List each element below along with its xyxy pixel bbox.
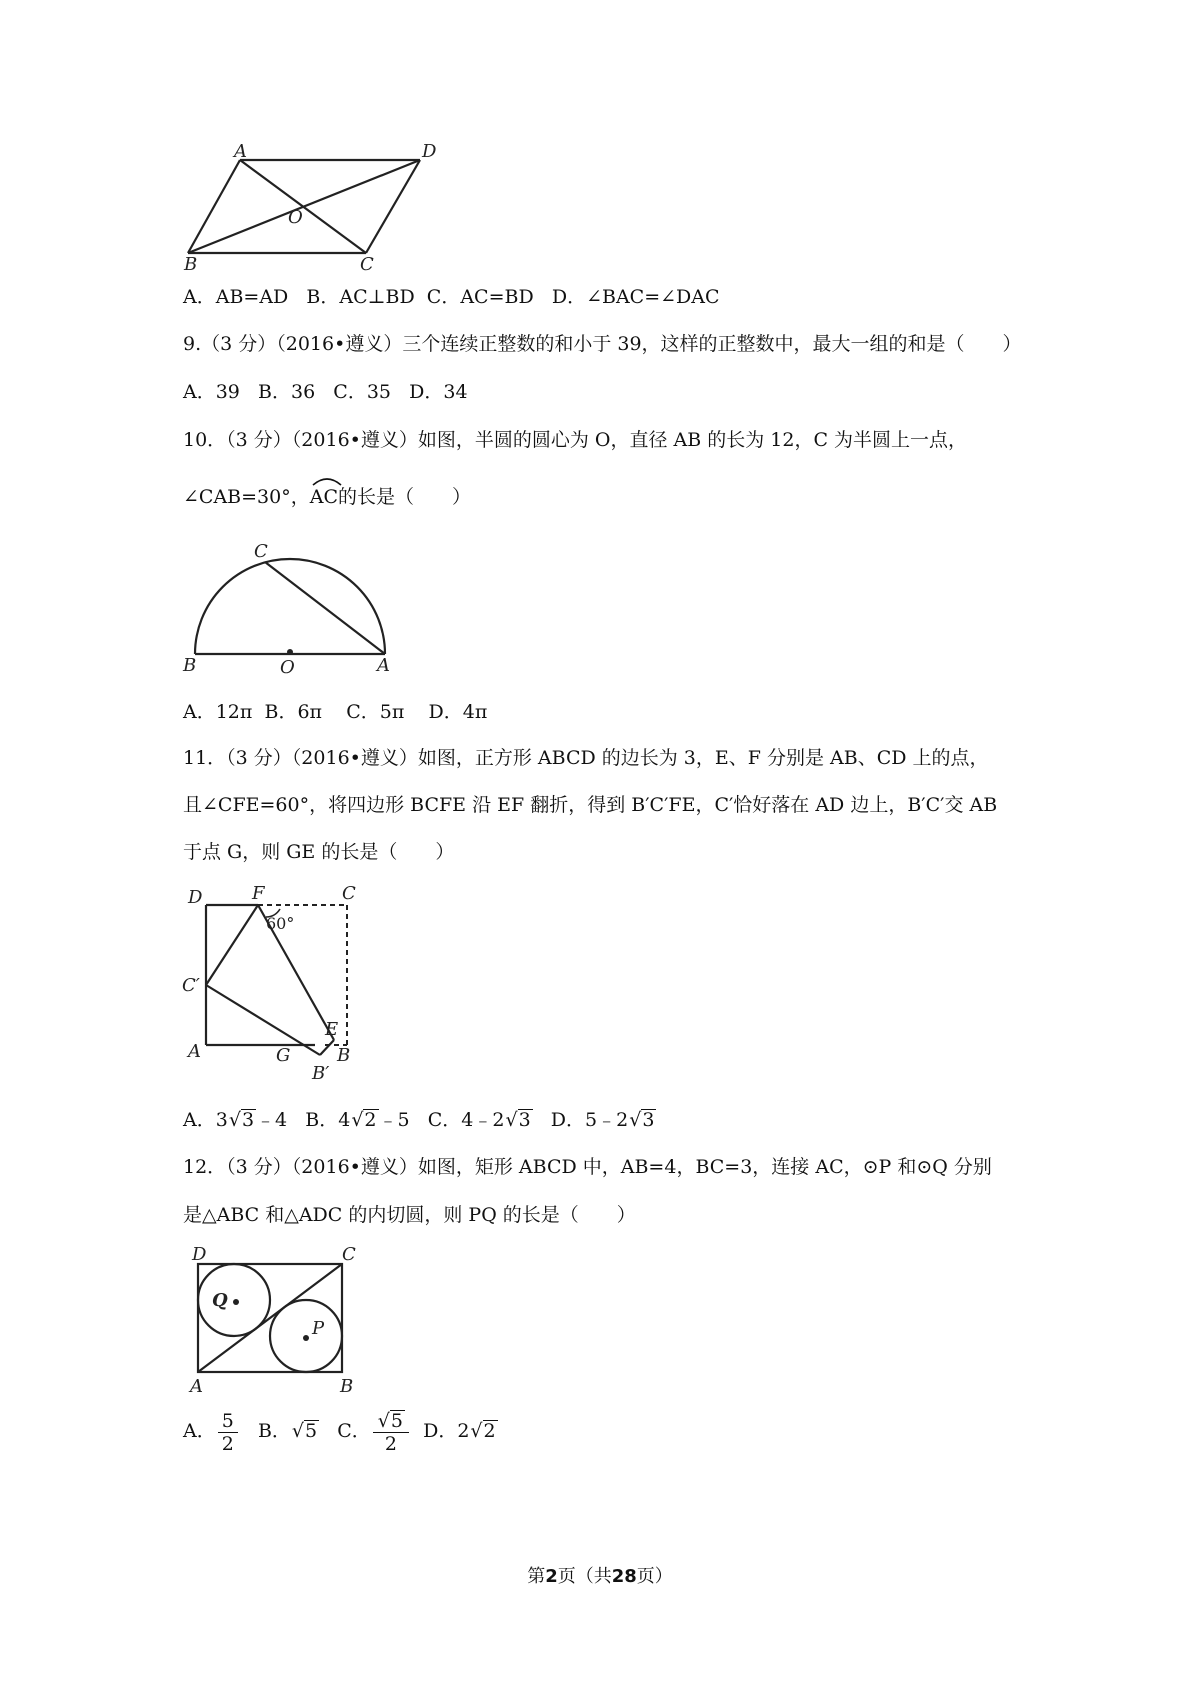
q8-options — [183, 285, 720, 309]
q10-option-d: D．4π — [428, 701, 488, 723]
q12-stem-line2: 是△ABC 和△ADC 的内切圆，则 PQ 的长是（ ） — [183, 1204, 636, 1226]
q10-options — [183, 700, 487, 724]
radical-icon: √ — [629, 1109, 642, 1131]
radical-icon: √ — [505, 1109, 518, 1131]
q10-semicircle-figure — [180, 535, 400, 678]
q10-label-o: O — [280, 657, 295, 678]
q12-label-p: P — [312, 1318, 325, 1339]
q11-label-d: D — [188, 887, 203, 908]
q9-option-b: B．36 — [258, 381, 316, 403]
q10-angle-text: ∠CAB=30°， — [183, 486, 310, 508]
q9-stem: 9.（3 分）（2016•遵义）三个连续正整数的和小于 39，这样的正整数中，最大一组的和是（ ） — [183, 333, 1022, 355]
q11-option-a: A．3√3 ﹣4 — [183, 1109, 288, 1131]
page-total: 28 — [611, 1566, 637, 1587]
page-footer: 第2页（共28页） — [527, 1566, 673, 1587]
radical-icon: √ — [351, 1109, 364, 1131]
q9-option-c: C．35 — [333, 381, 392, 403]
q12-option-b: B．√5 — [257, 1420, 318, 1442]
q12-label-d: D — [192, 1244, 207, 1265]
q9-option-a: A．39 — [183, 381, 240, 403]
q12-options — [183, 1406, 498, 1456]
q12-label-q: Q — [212, 1290, 228, 1311]
q9-options — [183, 380, 468, 404]
q11-label-a: A — [188, 1041, 201, 1062]
q11-option-c: C．4﹣2√3 — [427, 1109, 531, 1131]
q10-arc-name: AC — [309, 486, 339, 508]
q10-option-b: B．6π — [264, 701, 323, 723]
q8-label-a: A — [234, 141, 247, 162]
q11-option-d: D．5﹣2√3 — [550, 1109, 655, 1131]
q10-label-b: B — [183, 655, 197, 676]
q8-label-b: B — [184, 254, 198, 275]
q11-label-g: G — [276, 1045, 291, 1066]
q11-label-c-prime: C′ — [182, 975, 200, 996]
q8-option-b: B．AC⊥BD — [306, 286, 415, 308]
radical-icon: √ — [291, 1420, 305, 1442]
fraction: $\frac{5}{2}$ — [218, 1410, 238, 1455]
q11-label-f: F — [252, 883, 265, 904]
q11-label-angle: 60° — [266, 914, 295, 933]
q12-rectangle-incircles-figure — [180, 1244, 380, 1400]
q10-label-c: C — [254, 541, 268, 562]
q8-option-d: D．∠BAC=∠DAC — [551, 286, 720, 308]
radical-icon: √ — [228, 1109, 241, 1131]
q10-option-c: C．5π — [346, 701, 405, 723]
q11-option-b: B．4√2 ﹣5 — [305, 1109, 410, 1131]
q8-label-d: D — [422, 141, 437, 162]
q11-label-b-prime: B′ — [312, 1063, 330, 1084]
q10-label-a: A — [377, 655, 390, 676]
q12-label-b: B — [340, 1376, 354, 1397]
q11-label-b: B — [337, 1045, 351, 1066]
radical-icon: √ — [470, 1420, 483, 1442]
page-number: 2 — [545, 1566, 558, 1587]
q11-label-c: C — [342, 883, 356, 904]
radical-icon: √ — [377, 1409, 390, 1432]
q11-stem-line1: 11．（3 分）（2016•遵义）如图，正方形 ABCD 的边长为 3，E、F 分别是 AB、CD 上的点， — [183, 747, 989, 769]
q10-stem-suffix: 的长是（ ） — [338, 486, 472, 508]
arc-symbol-icon — [312, 476, 342, 486]
q12-option-a: A． $\frac{5}{2}$ — [183, 1406, 240, 1456]
q8-option-a: A．AB=AD — [183, 286, 289, 308]
q10-option-a: A．12π — [183, 701, 253, 723]
q12-dot-q — [233, 1299, 239, 1305]
q10-stem-line2 — [183, 485, 471, 509]
q12-label-a: A — [190, 1376, 203, 1397]
fraction: $\frac{√5}{2}$ — [373, 1410, 409, 1455]
q10-arc-ac — [310, 485, 338, 509]
q12-label-c: C — [342, 1244, 356, 1265]
q11-stem-line2: 且∠CFE=60°，将四边形 BCFE 沿 EF 翻折，得到 B′C′FE，C′恰好落在 AD 边上，B′C′交 AB — [183, 794, 998, 816]
q11-label-e: E — [325, 1019, 339, 1040]
q8-label-o: O — [288, 207, 303, 228]
q8-label-c: C — [360, 254, 374, 275]
q9-option-d: D．34 — [409, 381, 468, 403]
q11-square-fold-figure — [180, 885, 380, 1085]
q8-option-c: C．AC=BD — [426, 286, 534, 308]
q10-stem-line1: 10．（3 分）（2016•遵义）如图，半圆的圆心为 O，直径 AB 的长为 12，C 为半圆上一点， — [183, 429, 968, 451]
q11-stem-line3: 于点 G，则 GE 的长是（ ） — [183, 841, 455, 863]
q12-stem-line1: 12．（3 分）（2016•遵义）如图，矩形 ABCD 中，AB=4，BC=3，连接 AC，⊙P 和⊙Q 分别 — [183, 1156, 992, 1178]
q10-center-dot — [287, 649, 293, 655]
q11-options — [183, 1108, 656, 1132]
q12-option-c: C． $\frac{√5}{2}$ — [337, 1406, 411, 1456]
q12-dot-p — [303, 1335, 309, 1341]
q8-parallelogram-figure — [180, 141, 440, 275]
q12-option-d: D．2√2 — [423, 1420, 496, 1442]
